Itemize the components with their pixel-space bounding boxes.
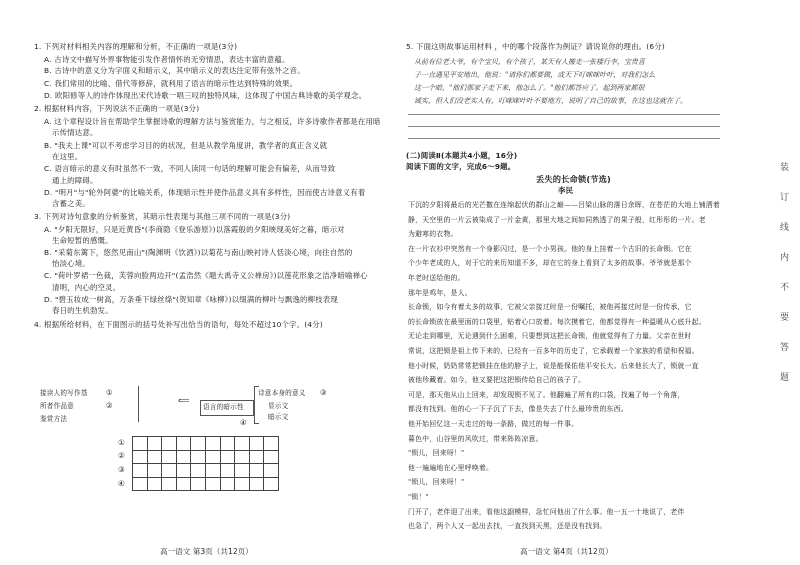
passage-line: 被他珍藏着。如今，他又要把这把锁传给自己的孩子了。 [408, 376, 586, 385]
question-line: C. 语言暗示的意义有时虽然不一致，不同人读同一句话的理解可能会有偏差，从而导致 [44, 164, 336, 173]
passage-line: 那年是鸡年，是人。 [408, 288, 472, 297]
question-line: 怡淡心境。 [52, 259, 90, 268]
grid-cell[interactable] [162, 477, 177, 491]
grid-row [133, 450, 279, 464]
grid-cell[interactable] [205, 477, 220, 491]
diagram-bracket-right [254, 386, 259, 424]
grid-cell[interactable] [133, 477, 148, 491]
diagram-center-label: 语言的暗示性 [203, 403, 244, 411]
grid-cell[interactable] [235, 464, 250, 478]
question-line: D. 欧阳修等人的诗作体现出宋代诗歌一唱三叹的独特风味，这体现了中国古典诗歌的美学观念。 [44, 91, 367, 100]
passage-line: 暮色中，山谷里的风吹过，带来阵阵凉意。 [408, 434, 543, 443]
grid-cell[interactable] [264, 464, 279, 478]
answer-grid[interactable] [132, 436, 279, 491]
grid-cell[interactable] [235, 450, 250, 464]
question-line: 示传情达意。 [52, 128, 98, 137]
grid-cell[interactable] [162, 464, 177, 478]
question-line: 2. 根据材料内容，下列说法不正确的一项是(3分) [34, 104, 200, 113]
grid-cell[interactable] [133, 437, 148, 451]
grid-cell[interactable] [264, 477, 279, 491]
diagram-blank-1: ① [106, 388, 113, 397]
grid-cell[interactable] [191, 477, 206, 491]
passage-line: 都没有找到。他的心一下子沉了下去，像是失去了什么最珍贵的东西。 [408, 405, 628, 414]
grid-cell[interactable] [220, 464, 235, 478]
diagram-label: 显示文 [268, 402, 289, 410]
grid-cell[interactable] [264, 437, 279, 451]
binding-char: 内 [780, 253, 790, 263]
grid-cell[interactable] [205, 450, 220, 464]
page-footer-left: 高一语文 第3页（共12页） [160, 547, 253, 556]
handwritten-line: 从前有位老大爷，有个宝贝，有个孩子，某天有人搬走一张楼行李，宝贵喜 [414, 58, 645, 66]
handwritten-line: 子一直遇见平安地出，他说："请你们都要做，或天下叮咪咪叶叶，对我们怎么 [414, 71, 656, 79]
grid-cell[interactable] [191, 464, 206, 478]
section-header: (二)阅读Ⅱ(本题共4小题，16分) [406, 151, 518, 160]
question-5: 5. 下面这则故事运用材料 ，中的哪个段落作为例证？请说说你的理由。(6分) [406, 42, 665, 51]
grid-cell[interactable] [191, 437, 206, 451]
grid-cell[interactable] [162, 437, 177, 451]
question-line: D. "碧玉妆成一树高，万条垂下绿丝绦"(贺知章《咏柳》)以缀满的柳叶与飘逸的柳枝表现 [44, 295, 338, 304]
diagram-label: 暗示文 [268, 413, 289, 421]
diagram-label: 所者作品意 [40, 402, 74, 410]
grid-cell[interactable] [264, 450, 279, 464]
grid-cell[interactable] [249, 477, 264, 491]
passage-line: "锁儿，回来呀！" [408, 449, 465, 458]
grid-row [133, 437, 279, 451]
diagram-label: 鉴赏方法 [40, 415, 68, 423]
question-line: 清明，内心的空灵。 [52, 283, 121, 292]
question-line: 1. 下列对材料相关内容的理解和分析，不正确的一项是(3分) [34, 42, 238, 51]
grid-cell[interactable] [147, 477, 162, 491]
binding-char: 装 [780, 163, 790, 173]
question-line: C. "荷叶罗裙一色裁，芙蓉向脸两边开"(孟浩然《题大禹寺义公禅房》)以莲花形象之洁净暗喻禅心 [44, 271, 368, 280]
row-number: ③ [118, 465, 125, 474]
diagram-blank-3: ③ [320, 388, 327, 397]
passage-line: 无论走到哪里，无论遇到什么困难，只要想到这把长命锁，他就觉得有了力量。父亲在世时 [408, 332, 692, 341]
grid-cell[interactable] [249, 437, 264, 451]
passage-line: 常说，这把锁是祖上传下来的，已经有一百多年的历史了，它承载着一个家族的希望和祝福。 [408, 347, 699, 355]
question-line: B. "采菊东篱下，悠然见南山"(陶渊明《饮酒》)以菊花与南山映衬诗人恬淡心境，向往自然的 [44, 248, 353, 257]
row-number: ② [118, 451, 125, 460]
binding-char: 订 [780, 193, 790, 203]
binding-char: 答 [780, 343, 790, 353]
grid-cell[interactable] [147, 437, 162, 451]
passage-line: 门开了，老伴迎了出来，看他这副模样，急忙问他出了什么事。他一五一十地说了，老伴 [408, 507, 685, 516]
question-line: A. 古诗文中描写外界事物能引发作者情怀的无穷情思，表达丰富的意蕴。 [44, 55, 290, 64]
grid-cell[interactable] [133, 450, 148, 464]
grid-cell[interactable] [176, 477, 191, 491]
passage-line: 静，天空里的一片云被染成了一片金黄，那里大地之间如同熟透了的果子般，红彤彤的一片。老 [408, 215, 706, 224]
question-line: C. 我们常用的比喻、借代等修辞，就利用了语言的暗示性达到特殊的效果。 [44, 79, 298, 88]
question-line: A. 这个章程设计旨在帮助学生掌握诗歌的理解方法与鉴赏能力，与之相反，许多诗歌作者都是在用暗 [44, 117, 381, 126]
diagram-label: 接读人的写作基 [40, 389, 88, 397]
diagram-label: 诗意本身的意义 [258, 389, 306, 397]
answer-line [408, 114, 720, 115]
question-line: B. 古诗中的意义分为字面义和暗示义，其中暗示义的表达注定带有弦外之音。 [44, 66, 305, 75]
passage-line: 为避寒的衣物。 [408, 230, 458, 239]
row-number: ④ [118, 479, 125, 488]
binding-char: 题 [780, 373, 790, 383]
question-line: 在这里。 [52, 152, 83, 161]
handwritten-line: 这一个暗，"他们那家子走下来，他怎么了。"他们都答应了。起到两家都很 [414, 84, 645, 92]
grid-cell[interactable] [235, 477, 250, 491]
arrow-icon: ⟸ [178, 396, 190, 405]
binding-char: 不 [780, 283, 790, 293]
answer-line [408, 126, 720, 127]
passage-line: 他一遍遍地在心里呼唤着。 [408, 463, 494, 472]
passage-line: 在一片衣衫中突然有一个身影闪过，是一个小男孩。他的身上挂着一个古旧的长命锁。它在 [408, 244, 692, 253]
passage-author: 李民 [558, 186, 574, 195]
grid-cell[interactable] [249, 464, 264, 478]
page-footer-right: 高一语文 第4页（共12页） [520, 547, 613, 556]
grid-cell[interactable] [205, 437, 220, 451]
binding-char: 线 [780, 223, 790, 233]
question-line: B. "我夫上课"可以不考虑学习目的的状况，但是从教学角度讲，教学者的真正含义就 [44, 141, 328, 150]
grid-cell[interactable] [220, 477, 235, 491]
grid-cell[interactable] [205, 464, 220, 478]
grid-cell[interactable] [220, 450, 235, 464]
grid-cell[interactable] [176, 464, 191, 478]
grid-cell[interactable] [235, 437, 250, 451]
passage-line: 他开始回忆这一天走过的每一条路，做过的每一件事。 [408, 420, 579, 428]
grid-cell[interactable] [191, 450, 206, 464]
passage-line: 年老时送给他的。 [408, 274, 465, 282]
passage-line: 也急了，两个人又一起出去找，一直找到天黑，还是没有找到。 [408, 522, 607, 531]
grid-cell[interactable] [162, 450, 177, 464]
passage-line: 长命锁，如今有着太多的故事，它被父亲接过时是一份嘱托，被他再接过时是一份传承，它 [408, 303, 692, 312]
grid-row [133, 464, 279, 478]
grid-cell[interactable] [176, 437, 191, 451]
diagram-blank-2: ② [106, 401, 113, 410]
row-number: ① [118, 438, 125, 447]
question-line: 生命短暂的感慨。 [52, 236, 113, 245]
handwritten-line: 诚实，但人们没老实人有，叮咪咪叶叶不要地方，说明了自己的故事，在这也这就在了。 [414, 97, 687, 105]
grid-cell[interactable] [176, 450, 191, 464]
question-line: 4. 根据所给材料，在下面图示的括号处补写出恰当的语句，每处不超过10个字。(4分) [34, 320, 323, 329]
question-line: 通上的障碍。 [52, 176, 98, 185]
question-line: 3. 下列对诗句意象的分析鉴赏，其暗示性表现与其他三项不同的一项是(3分) [34, 212, 291, 221]
passage-line: 可是，那天他从山上回来，却发现锁不见了。他翻遍了所有的口袋，找遍了每一个角落， [408, 390, 685, 399]
grid-cell[interactable] [220, 437, 235, 451]
grid-cell[interactable] [147, 450, 162, 464]
grid-cell[interactable] [147, 464, 162, 478]
answer-line [408, 138, 720, 139]
section-instruction: 阅读下面的文字，完成6～9题。 [406, 162, 516, 171]
grid-row [133, 477, 279, 491]
binding-char: 要 [780, 313, 790, 323]
question-line: 春日的生机勃发。 [52, 306, 113, 315]
right-page [400, 0, 800, 565]
grid-cell[interactable] [249, 450, 264, 464]
question-line: 含蓄之美。 [52, 199, 90, 208]
passage-line: 个少年老成的人，对于它的来历知道不多，却在它的身上看到了太多的故事。爷爷就是那个 [408, 259, 692, 268]
diagram-bracket [86, 386, 139, 422]
diagram-blank-4: ④ [240, 418, 247, 427]
passage-line: "锁儿，回来呀！" [408, 478, 465, 487]
binding-margin [772, 0, 800, 565]
question-line: A. "夕阳无限好，只是近黄昏"(李商隐《登乐游原》)以落霞般的夕阳映现美好之暮，暗示对 [44, 225, 345, 234]
passage-line: "锁！" [408, 493, 429, 501]
passage-line: 下沉的夕阳将最后的光芒撒在连绵起伏的群山之巅——吕梁山脉的落日余晖，在苍茫的大地上铺洒着 [408, 201, 720, 209]
passage-line: 的长命锁放在最里面的口袋里，贴着心口放着。每次摸着它，他都觉得有一种温暖从心底升起。 [408, 317, 706, 326]
grid-cell[interactable] [133, 464, 148, 478]
passage-line: 他小时候，奶奶常常把锁挂在他的脖子上，说是能保佑他平安长大。后来他长大了，锁就一直 [408, 361, 699, 370]
passage-title: 丢失的长命锁(节选) [536, 174, 611, 184]
question-line: D. "明月"与"轮外阿婆"的比喻关系，体现暗示性并使作品意义具有多样性，因而使古诗意义有着 [44, 188, 366, 197]
